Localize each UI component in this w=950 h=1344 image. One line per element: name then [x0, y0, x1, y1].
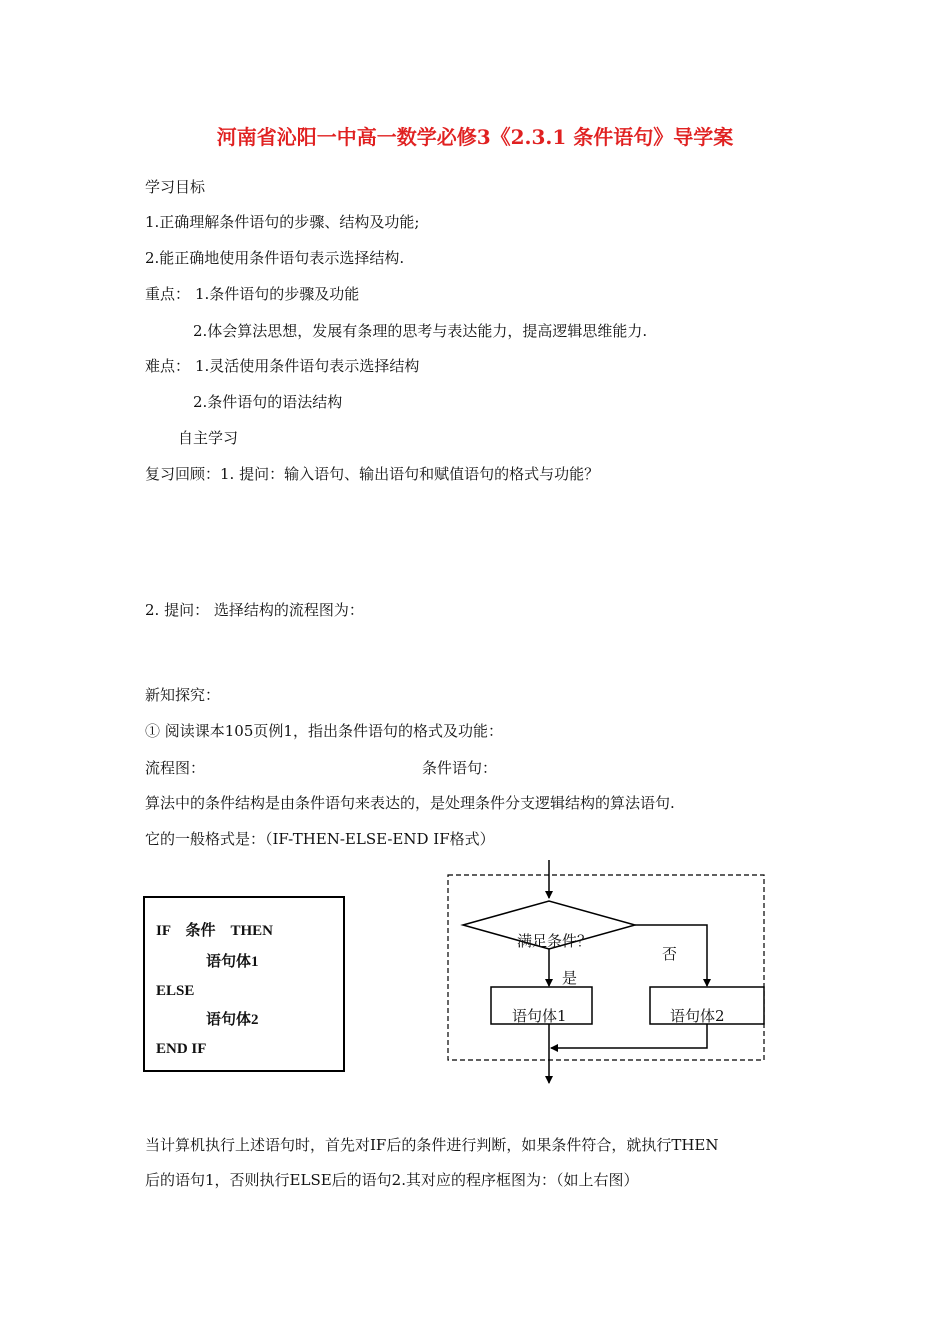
code-line-body2: 语句体2: [206, 1012, 259, 1028]
flowchart-label: 流程图：: [145, 759, 206, 777]
review-question-2: 2. 提问： 选择结构的流程图为：: [145, 601, 364, 619]
key-points-label: 重点：: [145, 285, 191, 303]
explanation-line-1: 当计算机执行上述语句时，首先对IF后的条件进行判断，如果条件符合，就执行THEN: [145, 1136, 719, 1154]
explanation-line-2: 后的语句1，否则执行ELSE后的语句2.其对应的程序框图为：（如上右图）: [145, 1171, 639, 1189]
no-label: 否: [662, 945, 678, 963]
body2-label: 语句体2: [670, 1007, 725, 1025]
page-title: 河南省沁阳一中高一数学必修3《2.3.1 条件语句》导学案: [216, 125, 734, 149]
code-line-body1: 语句体1: [206, 954, 259, 970]
explore-heading: 新知探究：: [145, 686, 221, 704]
body1-label: 语句体1: [512, 1007, 567, 1025]
objective-item-2: 2.能正确地使用条件语句表示选择结构.: [145, 249, 405, 267]
condition-label: 满足条件？: [517, 932, 593, 950]
explore-item-1: ① 阅读课本105页例1，指出条件语句的格式及功能：: [145, 722, 503, 740]
difficulty-item-1: 1.灵活使用条件语句表示选择结构: [195, 357, 420, 375]
statement-label: 条件语句：: [422, 759, 498, 777]
difficulty-item-2: 2.条件语句的语法结构: [193, 393, 343, 411]
code-line-endif: END IF: [156, 1041, 207, 1057]
general-format: 它的一般格式是：（IF-THEN-ELSE-END IF格式）: [145, 830, 495, 848]
dashed-frame: [448, 875, 764, 1060]
difficulties-label: 难点：: [145, 357, 191, 375]
self-study-heading: 自主学习: [178, 429, 239, 447]
yes-label: 是: [562, 969, 578, 987]
key-point-item-1: 1.条件语句的步骤及功能: [195, 285, 360, 303]
code-line-if: IF 条件 THEN: [156, 923, 273, 939]
code-line-else: ELSE: [156, 983, 195, 999]
merge-arrow: [551, 1024, 707, 1048]
objectives-heading: 学习目标: [145, 178, 206, 196]
objective-item-1: 1.正确理解条件语句的步骤、结构及功能;: [145, 213, 420, 231]
review-question-1: 复习回顾：1. 提问：输入语句、输出语句和赋值语句的格式与功能？: [145, 465, 600, 483]
explore-description: 算法中的条件结构是由条件语句来表达的，是处理条件分支逻辑结构的算法语句.: [145, 794, 675, 812]
key-point-item-2: 2.体会算法思想，发展有条理的思考与表达能力，提高逻辑思维能力.: [193, 322, 648, 340]
